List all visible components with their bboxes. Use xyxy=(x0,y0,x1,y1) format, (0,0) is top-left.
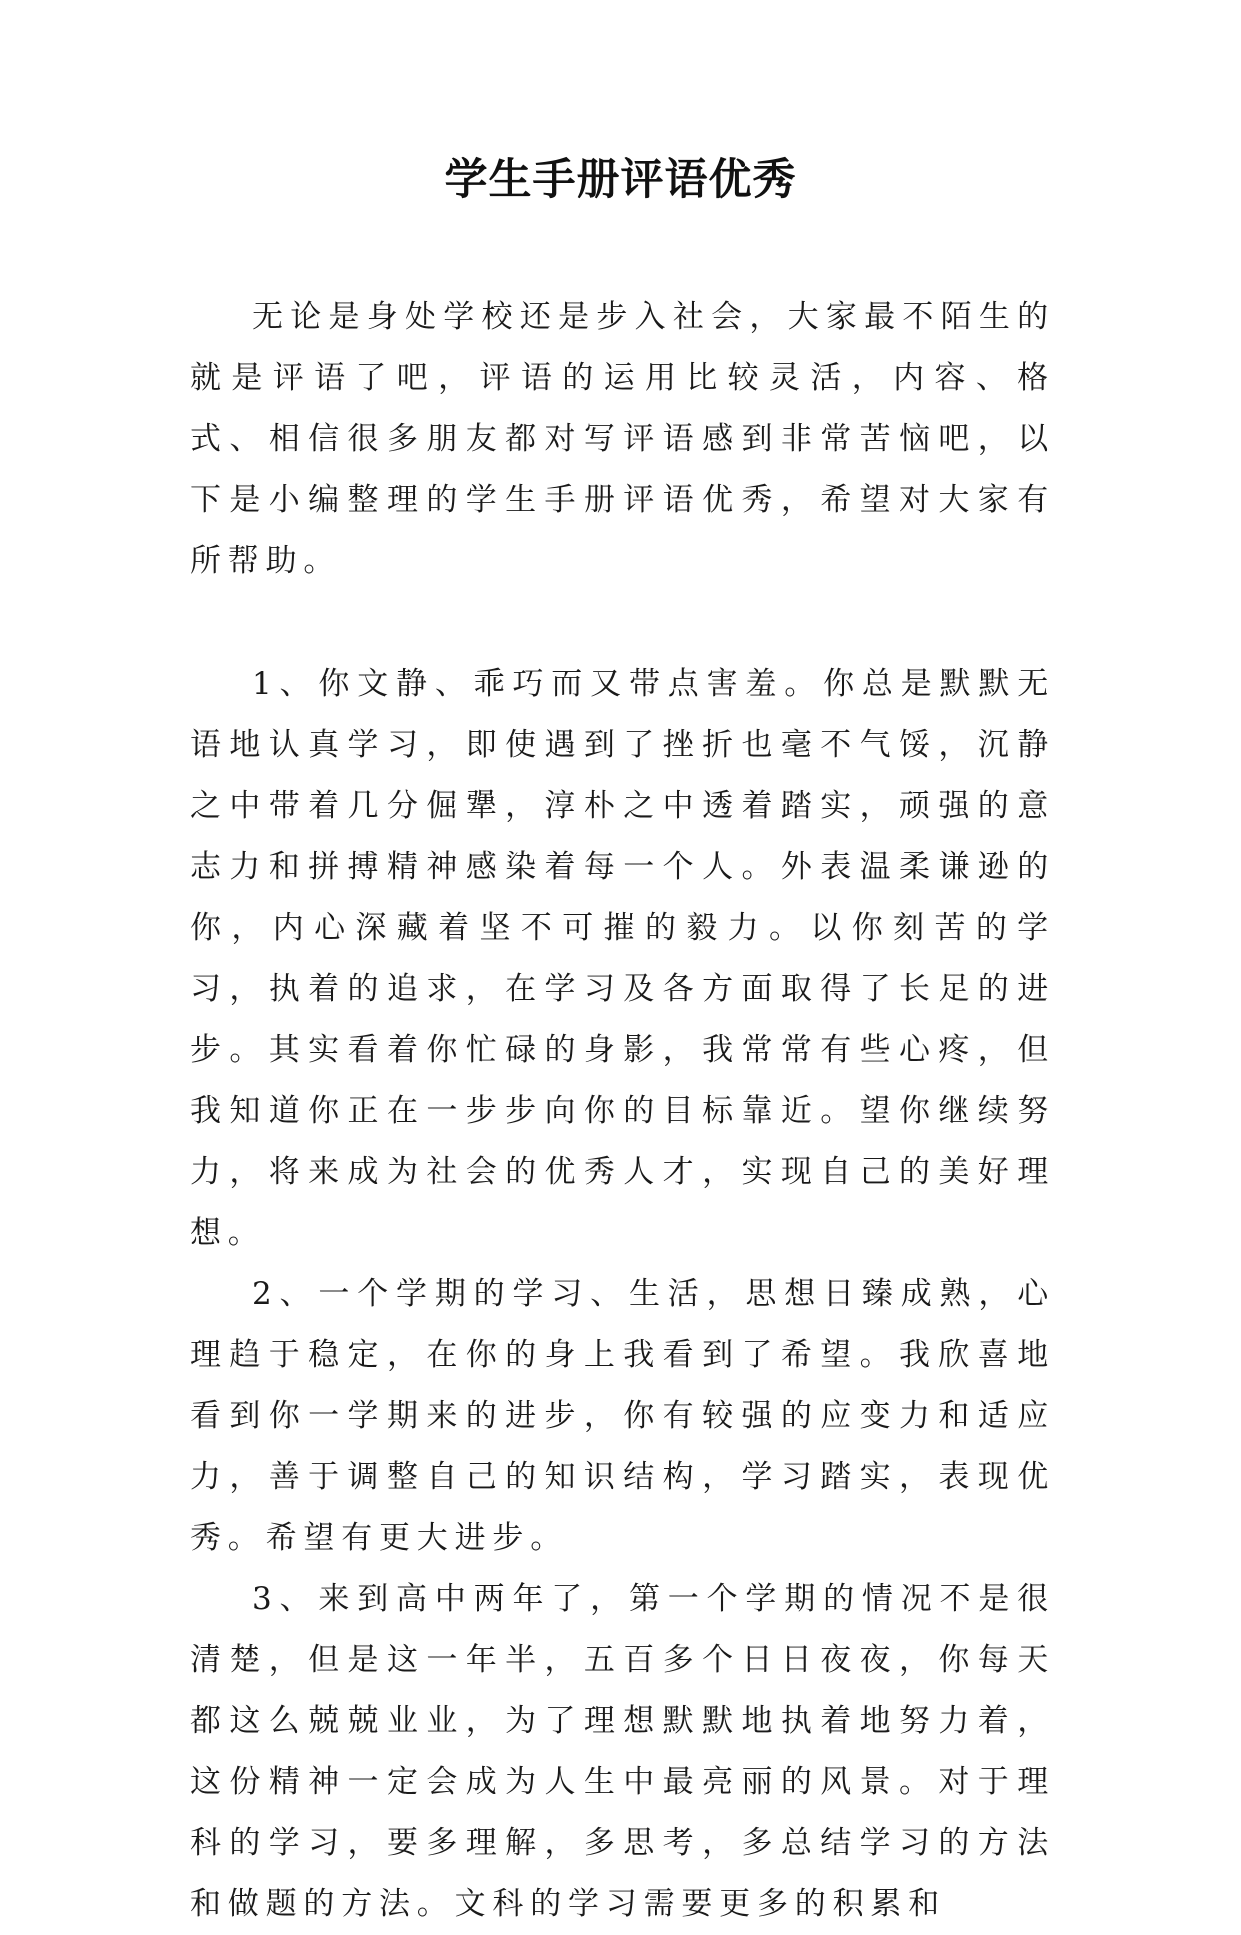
document-body xyxy=(190,287,1055,1935)
intro-paragraph: 无论是身处学校还是步入社会，大家最不陌生的就是评语了吧，评语的运用比较灵活，内容、格式、相信很多朋友都对写评语感到非常苦恼吧，以下是小编整理的学生手册评语优秀，希望对大家有所帮助。 xyxy=(190,299,1055,579)
comment-paragraph-3: 3、来到高中两年了，第一个学期的情况不是很清楚，但是这一年半，五百多个日日夜夜，你每天都这么兢兢业业，为了理想默默地执着地努力着，这份精神一定会成为人生中最亮丽的风景。对于理科的学习，要多理解，多思考，多总结学习的方法和做题的方法。文科的学习需要更多的积累和 xyxy=(190,1581,1055,1922)
page-title: 学生手册评语优秀 xyxy=(444,155,797,205)
comment-paragraph-1: 1、你文静、乖巧而又带点害羞。你总是默默无语地认真学习，即使遇到了挫折也毫不气馁，沉静之中带着几分倔犟，淳朴之中透着踏实，顽强的意志力和拼搏精神感染着每一个人。外表温柔谦逊的你，内心深藏着坚不可摧的毅力。以你刻苦的学习，执着的追求，在学习及各方面取得了长足的进步。其实看着你忙碌的身影，我常常有些心疼，但我知道你正在一步步向你的目标靠近。望你继续努力，将来成为社会的优秀人才，实现自己的美好理想。 xyxy=(190,666,1055,1251)
comment-paragraph-2: 2、一个学期的学习、生活，思想日臻成熟，心理趋于稳定，在你的身上我看到了希望。我欣喜地看到你一学期来的进步，你有较强的应变力和适应力，善于调整自己的知识结构，学习踏实，表现优秀。希望有更大进步。 xyxy=(190,1276,1055,1556)
